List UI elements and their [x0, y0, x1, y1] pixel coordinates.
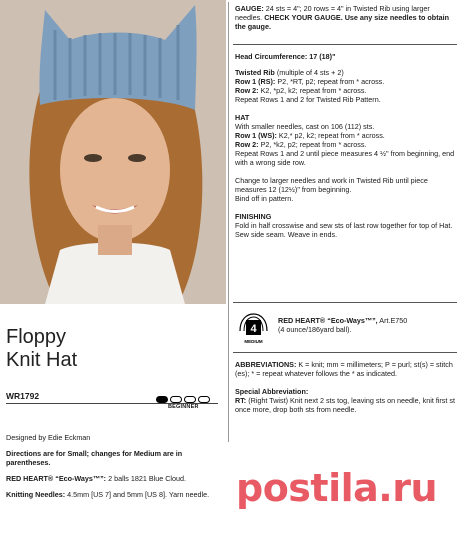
pattern-title: [6, 326, 77, 372]
column-divider: [228, 2, 229, 442]
left-details: [6, 433, 221, 506]
divider: [233, 44, 457, 45]
yarn-weight-number: 4: [250, 323, 257, 335]
designer-credit: Designed by Edie Eckman: [6, 433, 91, 442]
title-line-2: Knit Hat: [6, 349, 78, 371]
needles-value: 4.5mm [US 7] and 5mm [US 8]. Yarn needle.: [67, 490, 210, 499]
special-abbr-title: Special Abbreviation:: [235, 387, 309, 396]
abbreviations: [235, 360, 455, 414]
skill-segment: [198, 396, 210, 403]
title-line-1: Floppy: [6, 326, 67, 348]
twisted-rib-multiple: (multiple of 4 sts + 2): [276, 68, 344, 77]
yarn-value: 2 balls 1821 Blue Cloud.: [108, 474, 186, 483]
yarn-ball: (4 ounce/186yard ball).: [278, 325, 352, 334]
yarn-brand: RED HEART® “Eco-Ways™”,: [278, 316, 378, 325]
head-circumference: Head Circumference: 17 (18)": [235, 52, 336, 61]
yarn-weight-label: MEDIUM: [244, 339, 263, 344]
skill-segment: [156, 396, 168, 403]
yarn-info: [278, 316, 456, 334]
tr-repeat: Repeat Rows 1 and 2 for Twisted Rib Pattern.: [235, 95, 381, 104]
hat-title: HAT: [235, 113, 250, 122]
skill-level-bar: [156, 396, 214, 403]
finishing-title: FINISHING: [235, 212, 272, 221]
hat-repeat: Repeat Rows 1 and 2 until piece measures 4 ½" from beginning, end with a wrong side row.: [235, 149, 455, 167]
gauge-section: [235, 4, 455, 31]
abbr-label: ABBREVIATIONS:: [235, 360, 297, 369]
sizes-note: Directions are for Small; changes for Medium are in parentheses.: [6, 449, 183, 467]
tr-row1-text: P2, *RT, p2; repeat from * across.: [277, 77, 385, 86]
yarn-art: Art.E750: [379, 316, 408, 325]
pattern-body: [235, 52, 455, 239]
needles-line: [6, 490, 221, 499]
tr-row2-label: Row 2:: [235, 86, 259, 95]
skill-segment: [184, 396, 196, 403]
hat-row1-text: K2,* p2, k2; repeat from * across.: [278, 131, 385, 140]
abbr-text: K = knit; mm = millimeters; P = purl; st(s) = stitch (es); * = repeat whatever follows the * as indicated.: [235, 360, 453, 378]
watermark-text: postila.ru: [236, 466, 438, 510]
special-abbr-label: RT:: [235, 396, 247, 405]
twisted-rib-title: Twisted Rib: [235, 68, 275, 77]
tr-row2-text: K2, *p2, k2; repeat from * across.: [260, 86, 367, 95]
hat-row2-text: P2, *k2, p2; repeat from * across.: [260, 140, 367, 149]
yarn-weight-icon: [237, 311, 270, 346]
model-photo: [0, 0, 226, 304]
gauge-label: GAUGE:: [235, 4, 264, 13]
needles-label: Knitting Needles:: [6, 490, 66, 499]
hat-bind-off: Bind off in pattern.: [235, 194, 294, 203]
yarn-line: [6, 474, 221, 483]
finishing-text: Fold in half crosswise and sew sts of last row together for top of Hat. Sew side seam. Weave in ends.: [235, 221, 453, 239]
gauge-text: 24 sts = 4"; 20 rows = 4" in Twisted Rib using larger needles.: [235, 4, 430, 22]
hat-row1-label: Row 1 (WS):: [235, 131, 277, 140]
divider: [6, 403, 218, 404]
tr-row1-label: Row 1 (RS):: [235, 77, 276, 86]
hat-cast-on: With smaller needles, cast on 106 (112) sts.: [235, 122, 375, 131]
pattern-number: WR1792: [6, 391, 40, 401]
hat-change: Change to larger needles and work in Twisted Rib until piece measures 12 (12½)" from beginning.: [235, 176, 428, 194]
yarn-label: RED HEART® “Eco-Ways™”:: [6, 474, 107, 483]
divider: [233, 302, 457, 303]
gauge-check: CHECK YOUR GAUGE. Use any size needles to obtain the gauge.: [235, 13, 449, 31]
skill-level-label: BEGINNER: [168, 404, 199, 410]
hat-row2-label: Row 2:: [235, 140, 259, 149]
divider: [233, 352, 457, 353]
special-abbr-text: (Right Twist) Knit next 2 sts tog, leaving sts on needle, knit first st once more, drop both sts from needle.: [235, 396, 455, 414]
skill-segment: [170, 396, 182, 403]
